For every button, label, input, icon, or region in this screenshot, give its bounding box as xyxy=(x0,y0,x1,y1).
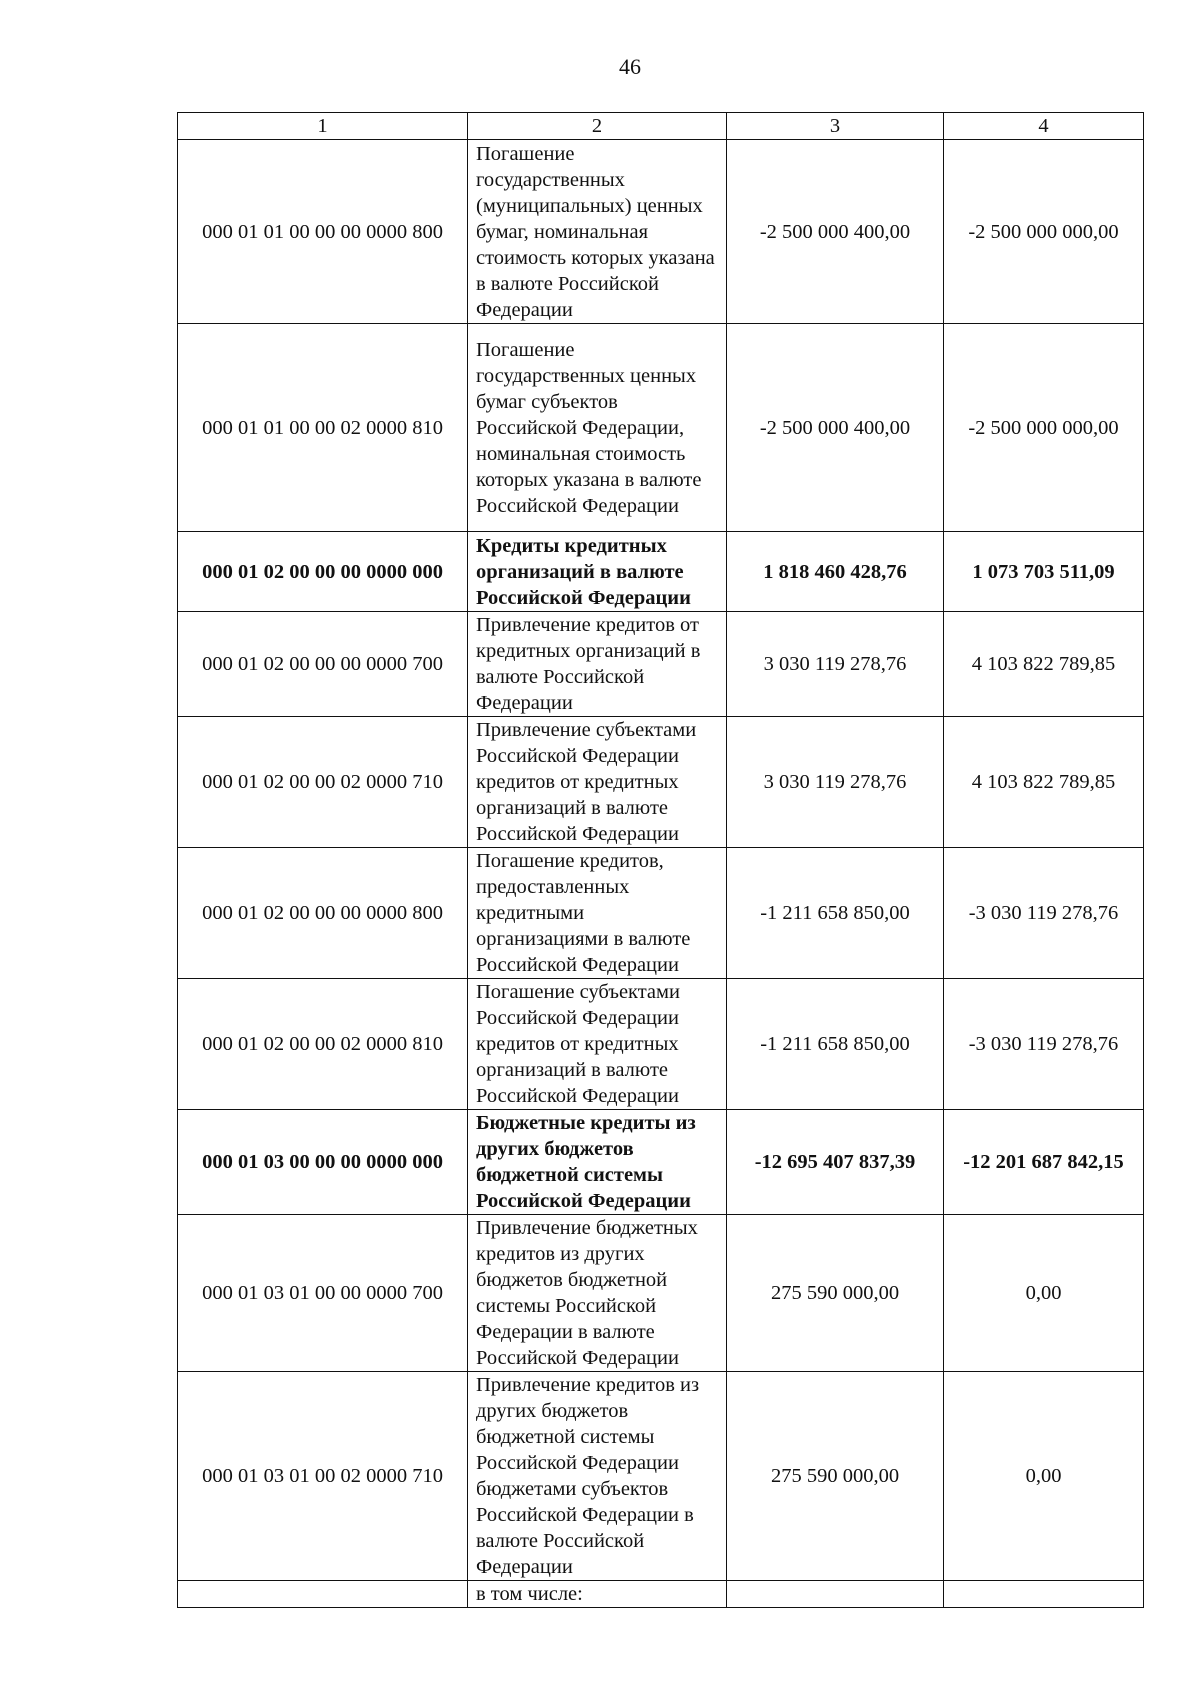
column-header-2: 2 xyxy=(468,113,727,140)
row-value-col4 xyxy=(944,1581,1144,1608)
budget-sources-table xyxy=(177,112,1144,1608)
row-value-col3: 3 030 119 278,76 xyxy=(727,612,944,717)
row-name: Привлечение бюджетных кредитов из других бюджетов бюджетной системы Российской Федерации в валюте Российской Федерации xyxy=(468,1215,727,1372)
row-value-col4: -12 201 687 842,15 xyxy=(944,1110,1144,1215)
row-value-col4: -3 030 119 278,76 xyxy=(944,979,1144,1110)
table-row xyxy=(178,612,1144,717)
row-code: 000 01 03 00 00 00 0000 000 xyxy=(178,1110,468,1215)
row-code xyxy=(178,1581,468,1608)
row-code: 000 01 02 00 00 00 0000 700 xyxy=(178,612,468,717)
row-value-col3: -1 211 658 850,00 xyxy=(727,979,944,1110)
row-name: Привлечение субъектами Российской Федерации кредитов от кредитных организаций в валюте Российской Федерации xyxy=(468,717,727,848)
row-value-col4: -2 500 000 000,00 xyxy=(944,140,1144,324)
row-code: 000 01 02 00 00 00 0000 000 xyxy=(178,532,468,612)
row-name: Кредиты кредитных организаций в валюте Российской Федерации xyxy=(468,532,727,612)
row-value-col3: -2 500 000 400,00 xyxy=(727,140,944,324)
row-value-col3: -12 695 407 837,39 xyxy=(727,1110,944,1215)
row-value-col4: 0,00 xyxy=(944,1215,1144,1372)
row-value-col3: 3 030 119 278,76 xyxy=(727,717,944,848)
column-header-3: 3 xyxy=(727,113,944,140)
table-row xyxy=(178,848,1144,979)
table-row xyxy=(178,979,1144,1110)
row-value-col4: 4 103 822 789,85 xyxy=(944,612,1144,717)
row-code: 000 01 02 00 00 00 0000 800 xyxy=(178,848,468,979)
row-value-col4: -2 500 000 000,00 xyxy=(944,324,1144,532)
table-row-section xyxy=(178,1110,1144,1215)
row-name: Привлечение кредитов из других бюджетов бюджетной системы Российской Федерации бюджетами субъектов Российской Федерации в валюте Российской Федерации xyxy=(468,1372,727,1581)
row-value-col3: 275 590 000,00 xyxy=(727,1372,944,1581)
row-value-col4: -3 030 119 278,76 xyxy=(944,848,1144,979)
row-value-col3: 1 818 460 428,76 xyxy=(727,532,944,612)
row-name: Привлечение кредитов от кредитных организаций в валюте Российской Федерации xyxy=(468,612,727,717)
row-value-col3: -1 211 658 850,00 xyxy=(727,848,944,979)
row-code: 000 01 01 00 00 00 0000 800 xyxy=(178,140,468,324)
row-name: в том числе: xyxy=(468,1581,727,1608)
row-code: 000 01 02 00 00 02 0000 810 xyxy=(178,979,468,1110)
row-value-col3 xyxy=(727,1581,944,1608)
row-value-col4: 4 103 822 789,85 xyxy=(944,717,1144,848)
column-header-4: 4 xyxy=(944,113,1144,140)
row-code: 000 01 03 01 00 00 0000 700 xyxy=(178,1215,468,1372)
table-row xyxy=(178,1372,1144,1581)
table-row xyxy=(178,140,1144,324)
page-number: 46 xyxy=(619,54,641,79)
row-name: Бюджетные кредиты из других бюджетов бюджетной системы Российской Федерации xyxy=(468,1110,727,1215)
column-header-1: 1 xyxy=(178,113,468,140)
row-name: Погашение государственных (муниципальных) ценных бумаг, номинальная стоимость которых указана в валюте Российской Федерации xyxy=(468,140,727,324)
row-value-col4: 0,00 xyxy=(944,1372,1144,1581)
row-value-col4: 1 073 703 511,09 xyxy=(944,532,1144,612)
table-row xyxy=(178,324,1144,532)
row-value-col3: 275 590 000,00 xyxy=(727,1215,944,1372)
table-row-section xyxy=(178,532,1144,612)
row-code: 000 01 03 01 00 02 0000 710 xyxy=(178,1372,468,1581)
row-value-col3: -2 500 000 400,00 xyxy=(727,324,944,532)
table-row xyxy=(178,1215,1144,1372)
row-code: 000 01 01 00 00 02 0000 810 xyxy=(178,324,468,532)
row-name: Погашение кредитов, предоставленных кредитными организациями в валюте Российской Федерации xyxy=(468,848,727,979)
row-name: Погашение субъектами Российской Федерации кредитов от кредитных организаций в валюте Российской Федерации xyxy=(468,979,727,1110)
table-row xyxy=(178,1581,1144,1608)
row-name: Погашение государственных ценных бумаг субъектов Российской Федерации, номинальная стоимость которых указана в валюте Российской Федерации xyxy=(468,324,727,532)
row-code: 000 01 02 00 00 02 0000 710 xyxy=(178,717,468,848)
table-header-row xyxy=(178,113,1144,140)
table-row xyxy=(178,717,1144,848)
